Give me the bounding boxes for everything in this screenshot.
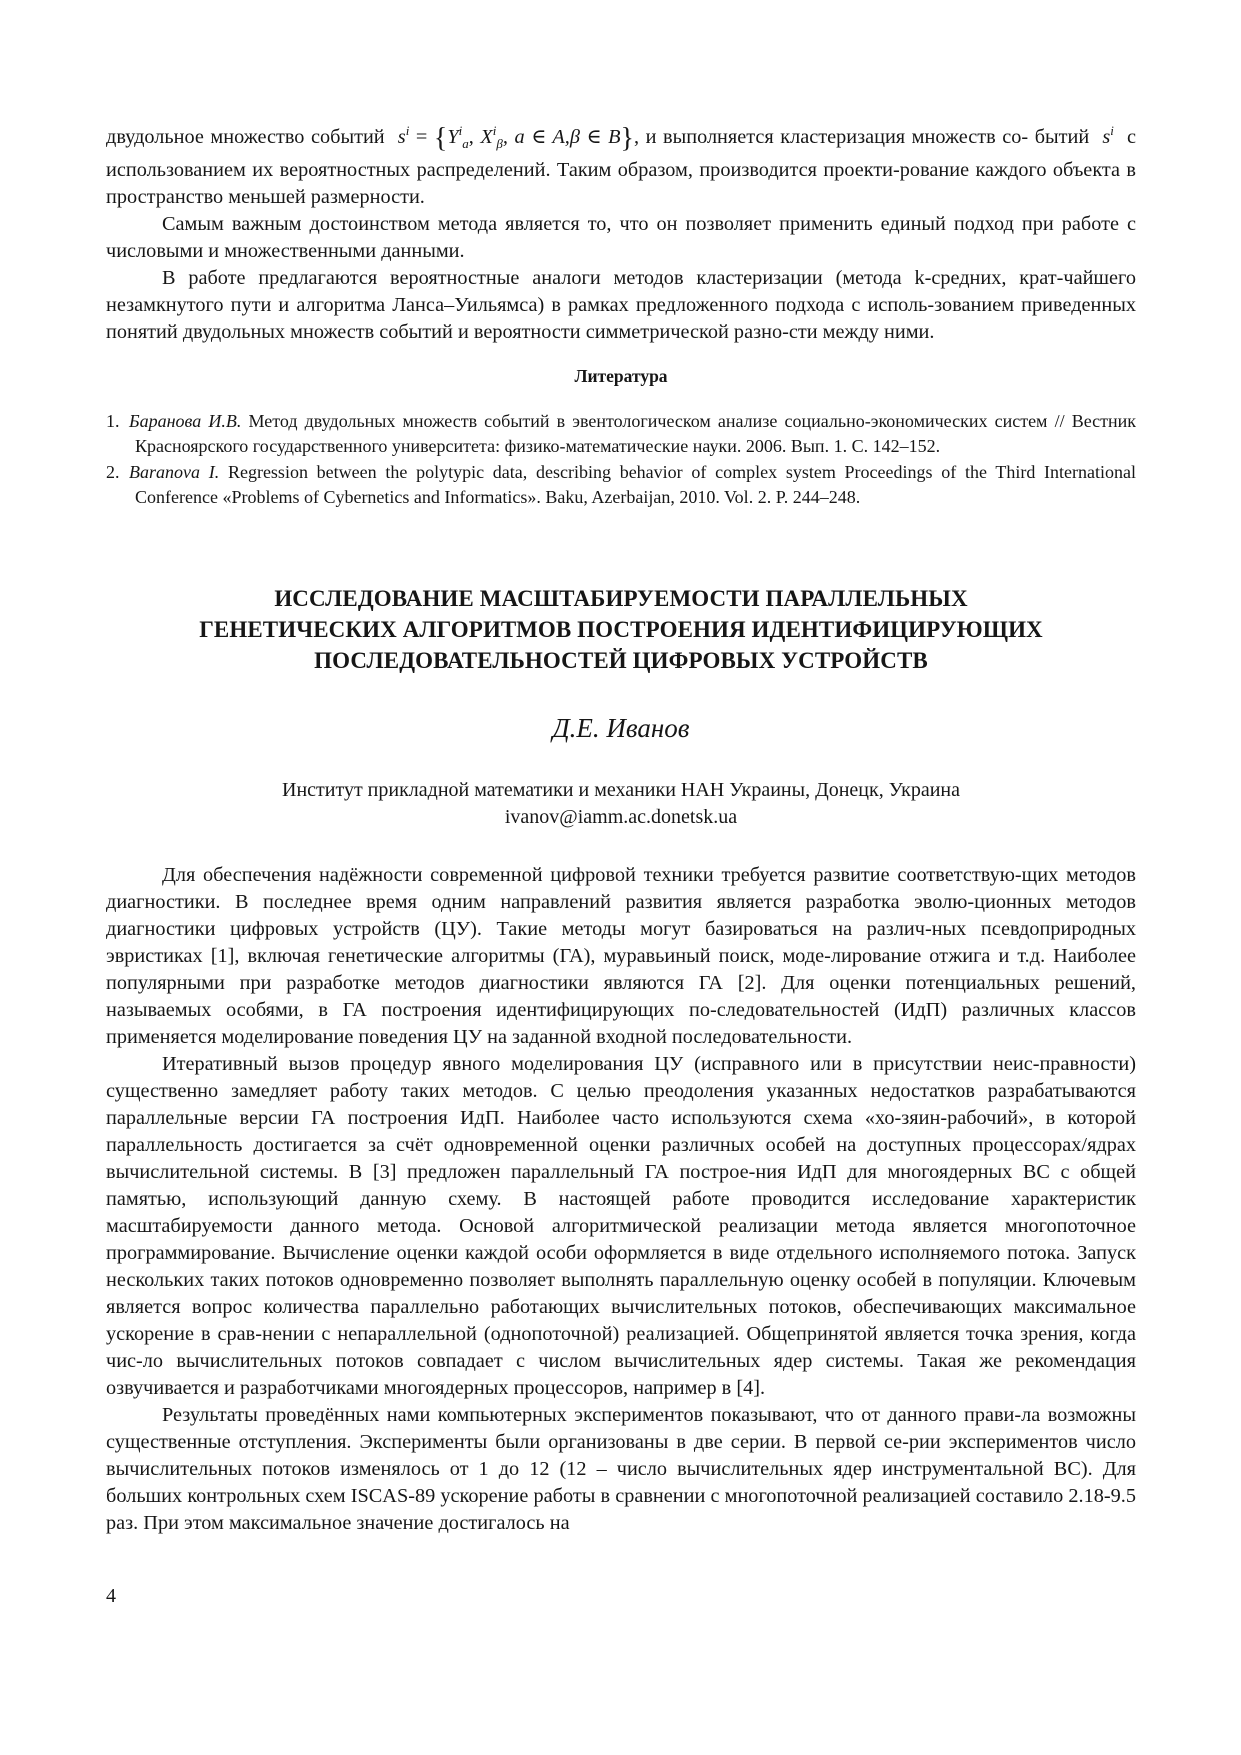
formula-eq: = (409, 125, 434, 148)
body-paragraph: Для обеспечения надёжности современной цифровой техники требуется развитие соответствую-щих методов диагностики. В последнее время одним направлений развития является разработка эволю-ционных методов диагностики цифровых устройств (ЦУ). Такие методы могут базироваться на различ-ных псевдоприродных эвристиках [1], включая генетические алгоритмы (ГА), муравьиный поиск, моде-лирование отжига и т.д. Наиболее популярными при разработке методов диагностики являются ГА [2]. Для оценки потенциальных решений, называемых особями, в ГА построения идентифицирующих по-следовательностей (ИдП) различных классов применяется моделирование поведения ЦУ на заданной входной последовательности. (106, 863, 1136, 1048)
formula-s-sup: i (405, 123, 410, 138)
reference-text: Метод двудольных множеств событий в эвентологическом анализе социально-экономических систем // Вестник Красноярского государственного университета: физико-математические науки. 2006. Вып. 1. С. 142–152. (135, 410, 1136, 457)
intro-line2-prefix: бытий (1034, 125, 1090, 148)
author-affiliation: Институт прикладной математики и механики НАН Украины, Донецк, Украина (282, 778, 960, 801)
reference-author: Baranova I. (129, 461, 220, 482)
intro-paragraph-2: Самым важным достоинством метода является то, что он позволяет применить единый подход при работе с числовыми и множественными данными. (106, 212, 1136, 262)
reference-item (106, 460, 1136, 511)
article-author: Д.Е. Иванов (552, 712, 690, 743)
formula-y: Y (447, 125, 459, 148)
formula-lbrace: { (433, 122, 448, 154)
intro-paragraph-3: В работе предлагаются вероятностные аналоги методов кластеризации (метода k-средних, крат-чайшего незамкнутого пути и алгоритма Ланса–Уильямса) в рамках предложенного подхода с исполь-зованием приведенных понятий двудольных множеств событий и вероятности симметрической разно-сти между ними. (106, 266, 1136, 343)
author-affiliation-block (106, 777, 1136, 831)
event-set-formula (397, 122, 634, 154)
formula-comma: , (468, 125, 481, 148)
article-title (106, 583, 1136, 676)
formula-rest: , a ∈ A,β ∈ B (502, 125, 621, 148)
reference-text: Regression between the polytypic data, describing behavior of complex system Proceedings of the Third International Conference «Problems of Cybernetics and Informatics». Baku, Azerbaijan, 2010. Vol. 2. P. 244–248. (135, 461, 1137, 508)
page-content (106, 0, 1136, 1537)
intro-line2-suffix: с использованием их вероятностных распределений. Таким образом, производится проекти-рование каждого объекта в пространство меньшей размерности. (106, 125, 1137, 208)
reference-number: 1. (106, 410, 120, 431)
author-email: ivanov@iamm.ac.donetsk.ua (504, 805, 738, 828)
body-paragraph: Итеративный вызов процедур явного моделирования ЦУ (исправного или в присутствии неис-правности) существенно замедляет работу таких методов. С целью преодоления указанных недостатков разрабатываются параллельные версии ГА построения ИдП. Наиболее часто используются схема «хо-зяин-рабочий», в которой параллельность достигается за счёт одновременной оценки различных особей на доступных процессорах/ядрах вычислительной системы. В [3] предложен параллельный ГА построе-ния ИдП для многоядерных ВС с общей памятью, использующий данную схему. В настоящей работе проводится исследование характеристик масштабируемости данного метода. Основой алгоритмической реализации метода является многопоточное программирование. Вычисление оценки каждой особи оформляется в виде отдельного исполняемого потока. Запуск нескольких таких потоков одновременно позволяет выполнять параллельную оценку особей в популяции. Ключевым является вопрос количества параллельно работающих вычислительных потоков, обеспечивающих максимальное ускорение в срав-нении с непараллельной (однопоточной) реализацией. Общепринятой является точка зрения, когда чис-ло вычислительных потоков совпадает с числом вычислительных ядер системы. Такая же рекомендация озвучивается и разработчиками многоядерных процессоров, например в [4]. (106, 1052, 1136, 1399)
intro-line1-prefix: двудольное множество событий (106, 125, 385, 148)
formula-y-sub: a (462, 135, 469, 151)
formula-y-sup: i (458, 123, 463, 138)
references-heading: Литература (574, 365, 668, 386)
formula-rbrace: } (620, 122, 634, 154)
s-symbol-sup: i (1110, 123, 1114, 138)
formula-s: s (397, 125, 406, 148)
s-symbol: s (1102, 125, 1111, 148)
article-title-line: ПОСЛЕДОВАТЕЛЬНОСТЕЙ ЦИФРОВЫХ УСТРОЙСТВ (314, 647, 928, 673)
body-paragraph: Результаты проведённых нами компьютерных экспериментов показывают, что от данного прави-ла возможны существенные отступления. Эксперименты были организованы в две серии. В первой се-рии экспериментов число вычислительных потоков изменялось от 1 до 12 (12 – число вычислительных ядер инструментальной ВС). Для больших контрольных схем ISCAS-89 ускорение работы в сравнении с многопоточной реализацией составило 2.18-9.5 раз. При этом максимальное значение достигалось на (106, 1403, 1136, 1534)
formula-x-sub: β (496, 135, 503, 151)
article-body (106, 862, 1136, 1537)
article-title-line: ИССЛЕДОВАНИЕ МАСШТАБИРУЕМОСТИ ПАРАЛЛЕЛЬНЫХ (274, 585, 968, 611)
page-number: 4 (106, 1585, 116, 1607)
intro-line1-suffix: , и выполняется кластеризация множеств со- (633, 125, 1029, 148)
intro-paragraph-1 (106, 0, 1136, 211)
references-list (106, 409, 1136, 511)
formula-x-sup: i (492, 123, 497, 138)
s-i-symbol (1102, 123, 1114, 148)
reference-item (106, 409, 1136, 460)
reference-author: Баранова И.В. (129, 410, 242, 431)
reference-number: 2. (106, 461, 120, 482)
formula-x: X (480, 125, 493, 148)
article-title-line: ГЕНЕТИЧЕСКИХ АЛГОРИТМОВ ПОСТРОЕНИЯ ИДЕНТИФИЦИРУЮЩИХ (199, 616, 1043, 642)
